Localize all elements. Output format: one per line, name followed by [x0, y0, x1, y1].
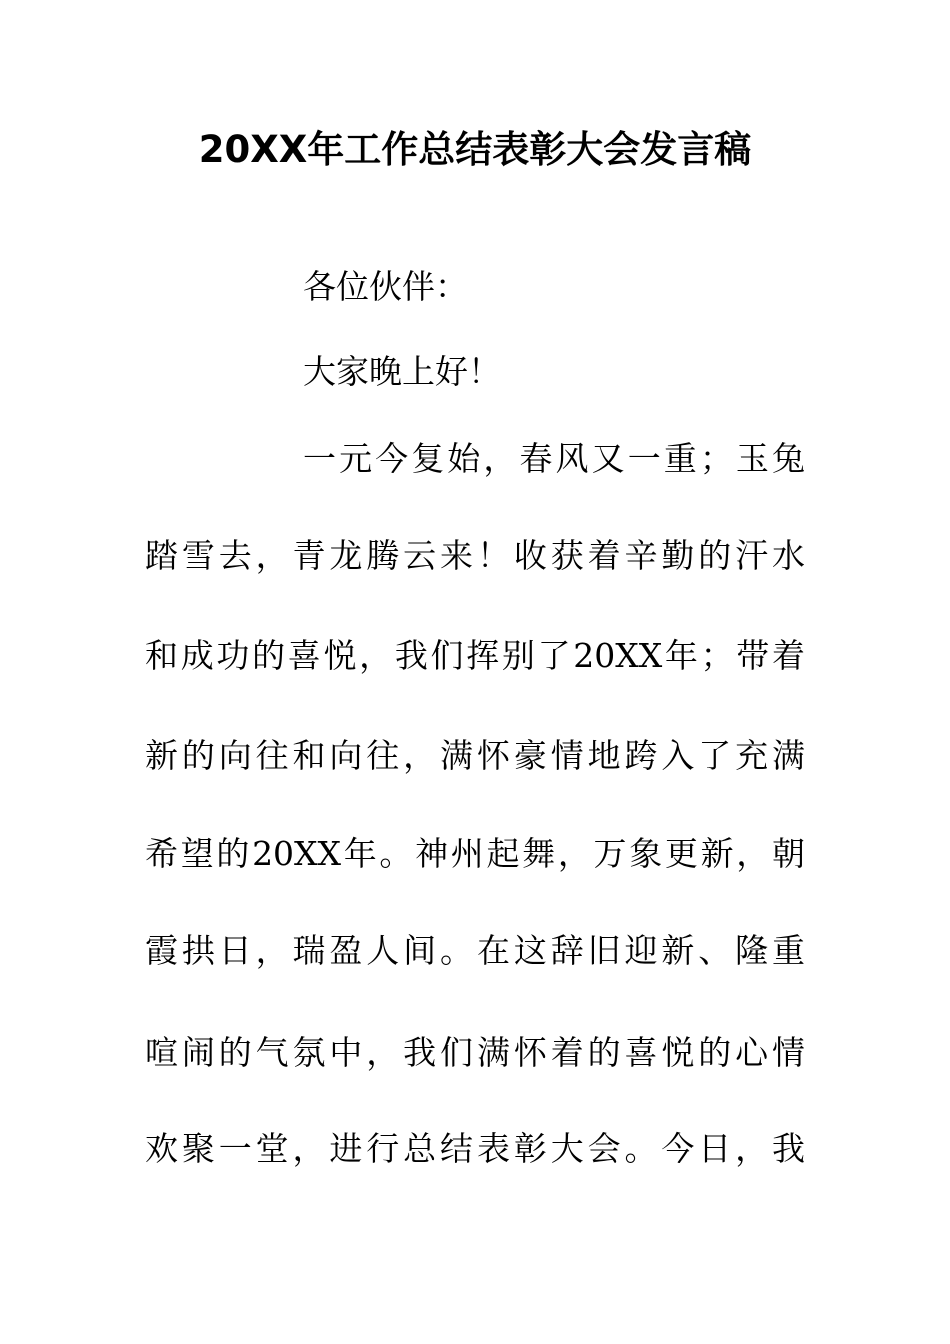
body-line-6: 霞拱日，瑞盈人间。在这辞旧迎新、隆重: [145, 931, 805, 970]
body-line-5: 希望的20XX年。神州起舞，万象更新，朝: [145, 834, 805, 873]
body-line-1: 一元今复始，春风又一重；玉兔: [303, 439, 805, 478]
body-line-2: 踏雪去，青龙腾云来！收获着辛勤的汗水: [145, 536, 805, 575]
body-line-8: 欢聚一堂，进行总结表彰大会。今日，我: [145, 1129, 805, 1168]
body-line-7: 喧闹的气氛中，我们满怀着的喜悦的心情: [145, 1033, 805, 1072]
body-line-4: 新的向往和向往，满怀豪情地跨入了充满: [145, 736, 805, 775]
document-title: 20XX年工作总结表彰大会发言稿: [198, 128, 752, 171]
salutation-line: 各位伙伴：: [303, 267, 468, 306]
body-line-3: 和成功的喜悦，我们挥别了20XX年；带着: [145, 636, 805, 675]
greeting-line: 大家晚上好！: [303, 352, 501, 391]
